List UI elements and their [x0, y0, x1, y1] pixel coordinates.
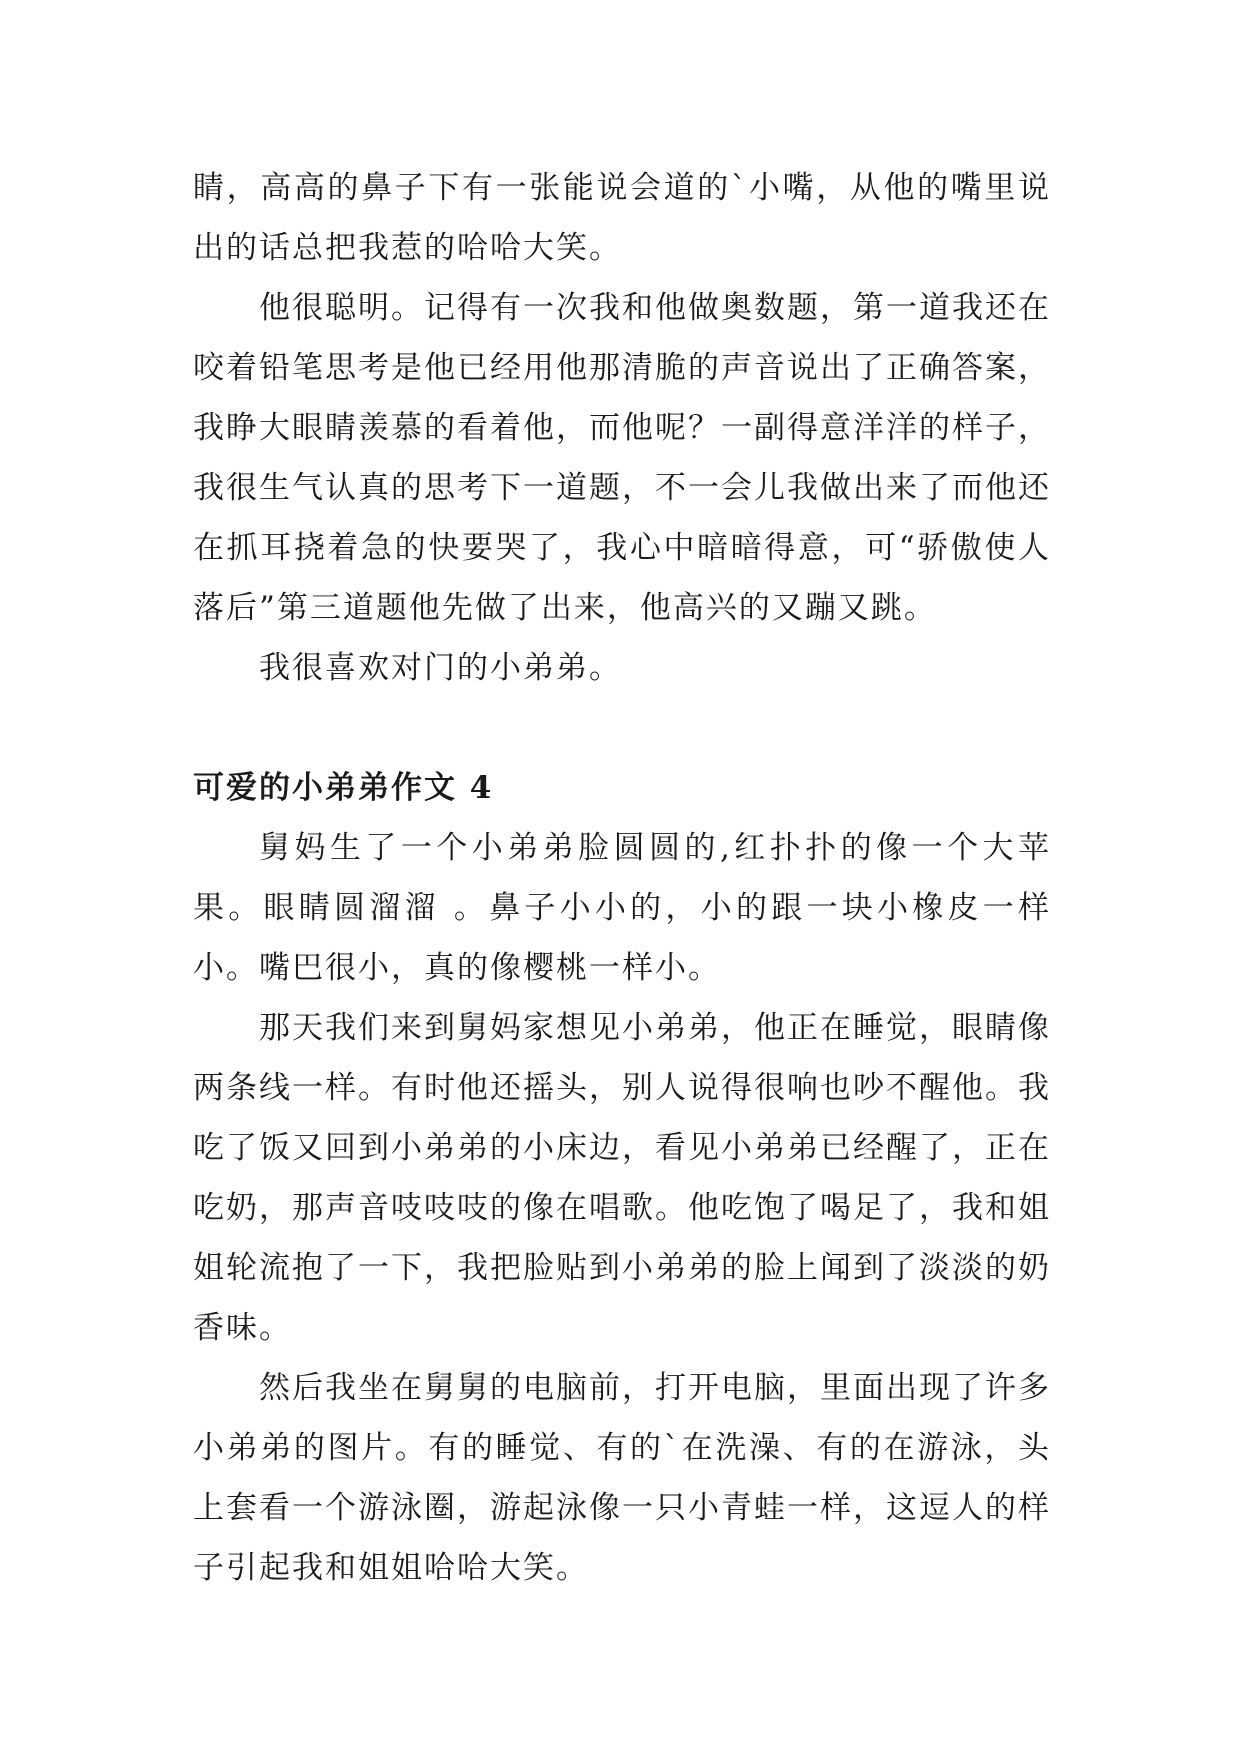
paragraph-continued: 睛，高高的鼻子下有一张能说会道的`小嘴，从他的嘴里说出的话总把我惹的哈哈大笑。 — [193, 170, 1051, 266]
text-column — [193, 158, 1051, 1598]
section-title: 可爱的小弟弟作文 4 — [193, 770, 494, 806]
paragraph-closing: 我很喜欢对门的小弟弟。 — [259, 650, 622, 686]
paragraph-clever: 他很聪明。记得有一次我和他做奥数题，第一道我还在咬着铅笔思考是他已经用他那清脆的声音说出了正确答案，我睁大眼睛羡慕的看着他，而他呢？一副得意洋洋的样子，我很生气认真的思考下一道题，不一会儿我做出来了而他还在抓耳挠着急的快要哭了，我心中暗暗得意，可“骄傲使人落后”第三道题他先做了出来，他高兴的又蹦又跳。 — [193, 290, 1051, 626]
paragraph-computer: 然后我坐在舅舅的电脑前，打开电脑，里面出现了许多小弟弟的图片。有的睡觉、有的`在洗澡、有的在游泳，头上套看一个游泳圈，游起泳像一只小青蛙一样，这逗人的样子引起我和姐姐哈哈大笑。 — [193, 1370, 1051, 1586]
paragraph-visit: 那天我们来到舅妈家想见小弟弟，他正在睡觉，眼睛像两条线一样。有时他还摇头，别人说得很响也吵不醒他。我吃了饭又回到小弟弟的小床边，看见小弟弟已经醒了，正在吃奶，那声音吱吱吱的像在唱歌。他吃饱了喝足了，我和姐姐轮流抱了一下，我把脸贴到小弟弟的脸上闻到了淡淡的奶香味。 — [193, 1010, 1051, 1346]
paragraph-description: 舅妈生了一个小弟弟脸圆圆的,红扑扑的像一个大苹果。眼睛圆溜溜 。鼻子小小的，小的跟一块小橡皮一样小。嘴巴很小，真的像樱桃一样小。 — [193, 830, 1051, 986]
